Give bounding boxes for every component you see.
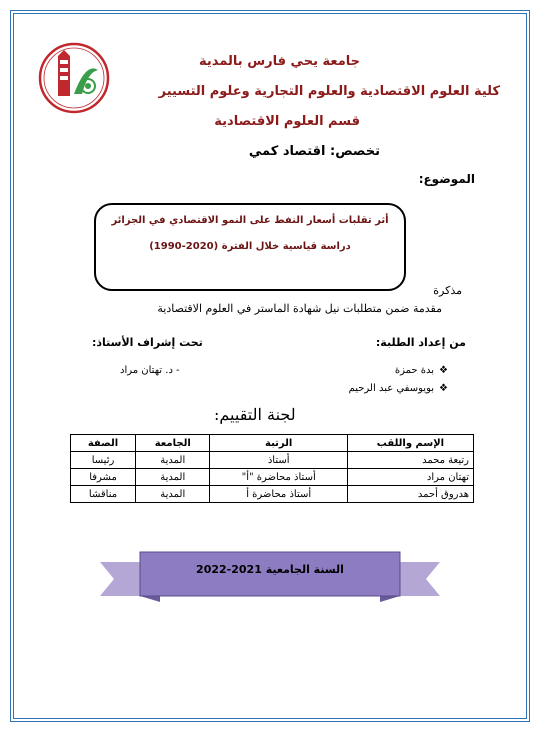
table-cell: تهتان مراد: [347, 469, 473, 486]
column-header: الرتبة: [210, 435, 347, 452]
jury-table: [70, 434, 474, 503]
table-cell: هدروق أحمد: [347, 486, 473, 503]
list-item: [349, 380, 448, 398]
column-header: الجامعة: [136, 435, 210, 452]
supervisor-label: تحت إشراف الأستاذ:: [92, 336, 203, 349]
column-header: الصفة: [71, 435, 136, 452]
thesis-title: أثر تقلبات أسعار النفط على النمو الاقتصادي في الجزائر: [111, 215, 389, 226]
table-cell: أستاذ محاضرة أ: [210, 486, 347, 503]
students-list: [349, 362, 448, 398]
student-name: بويوسفي عبد الرحيم: [348, 383, 435, 394]
students-label: من إعداد الطلبة:: [375, 336, 466, 349]
supervisor-name: - د. تهتان مراد: [120, 365, 180, 376]
memo-label: مذكرة: [433, 284, 462, 297]
diamond-bullet-icon: ❖: [439, 365, 448, 376]
university-name: جامعة يحي فارس بالمدية: [199, 54, 360, 69]
table-cell: مشرفا: [71, 469, 136, 486]
list-item: [349, 362, 448, 380]
column-header: الإسم واللقب: [347, 435, 473, 452]
specialty: تخصص: اقتصاد كمي: [248, 144, 380, 159]
thesis-subtitle: دراسة قياسية خلال الفترة (2020-1990): [149, 241, 351, 252]
table-cell: المدية: [136, 469, 210, 486]
table-cell: المدية: [136, 486, 210, 503]
student-name: بدة حمزة: [394, 365, 435, 376]
table-cell: رتيعة محمد: [347, 452, 473, 469]
table-cell: أستاذ: [210, 452, 347, 469]
department-name: قسم العلوم الاقتصادية: [214, 114, 360, 129]
thesis-title-box: [94, 203, 406, 291]
memo-description: مقدمة ضمن متطلبات نيل شهادة الماستر في العلوم الاقتصادية: [157, 302, 442, 315]
table-cell: المدية: [136, 452, 210, 469]
table-row: [71, 469, 474, 486]
diamond-bullet-icon: ❖: [439, 383, 448, 394]
academic-year: السنة الجامعية 2021-2022: [196, 563, 344, 576]
table-row: [71, 452, 474, 469]
table-row: [71, 486, 474, 503]
table-header-row: [71, 435, 474, 452]
table-cell: رئيسا: [71, 452, 136, 469]
subject-label: الموضوع:: [418, 172, 475, 186]
faculty-name: كلية العلوم الاقتصادية والعلوم التجارية وعلوم التسيير: [158, 84, 500, 99]
committee-title: لجنة التقييم:: [214, 405, 296, 424]
institution-header: [80, 52, 500, 172]
table-cell: أستاذ محاضرة "أ": [210, 469, 347, 486]
table-cell: مناقشا: [71, 486, 136, 503]
